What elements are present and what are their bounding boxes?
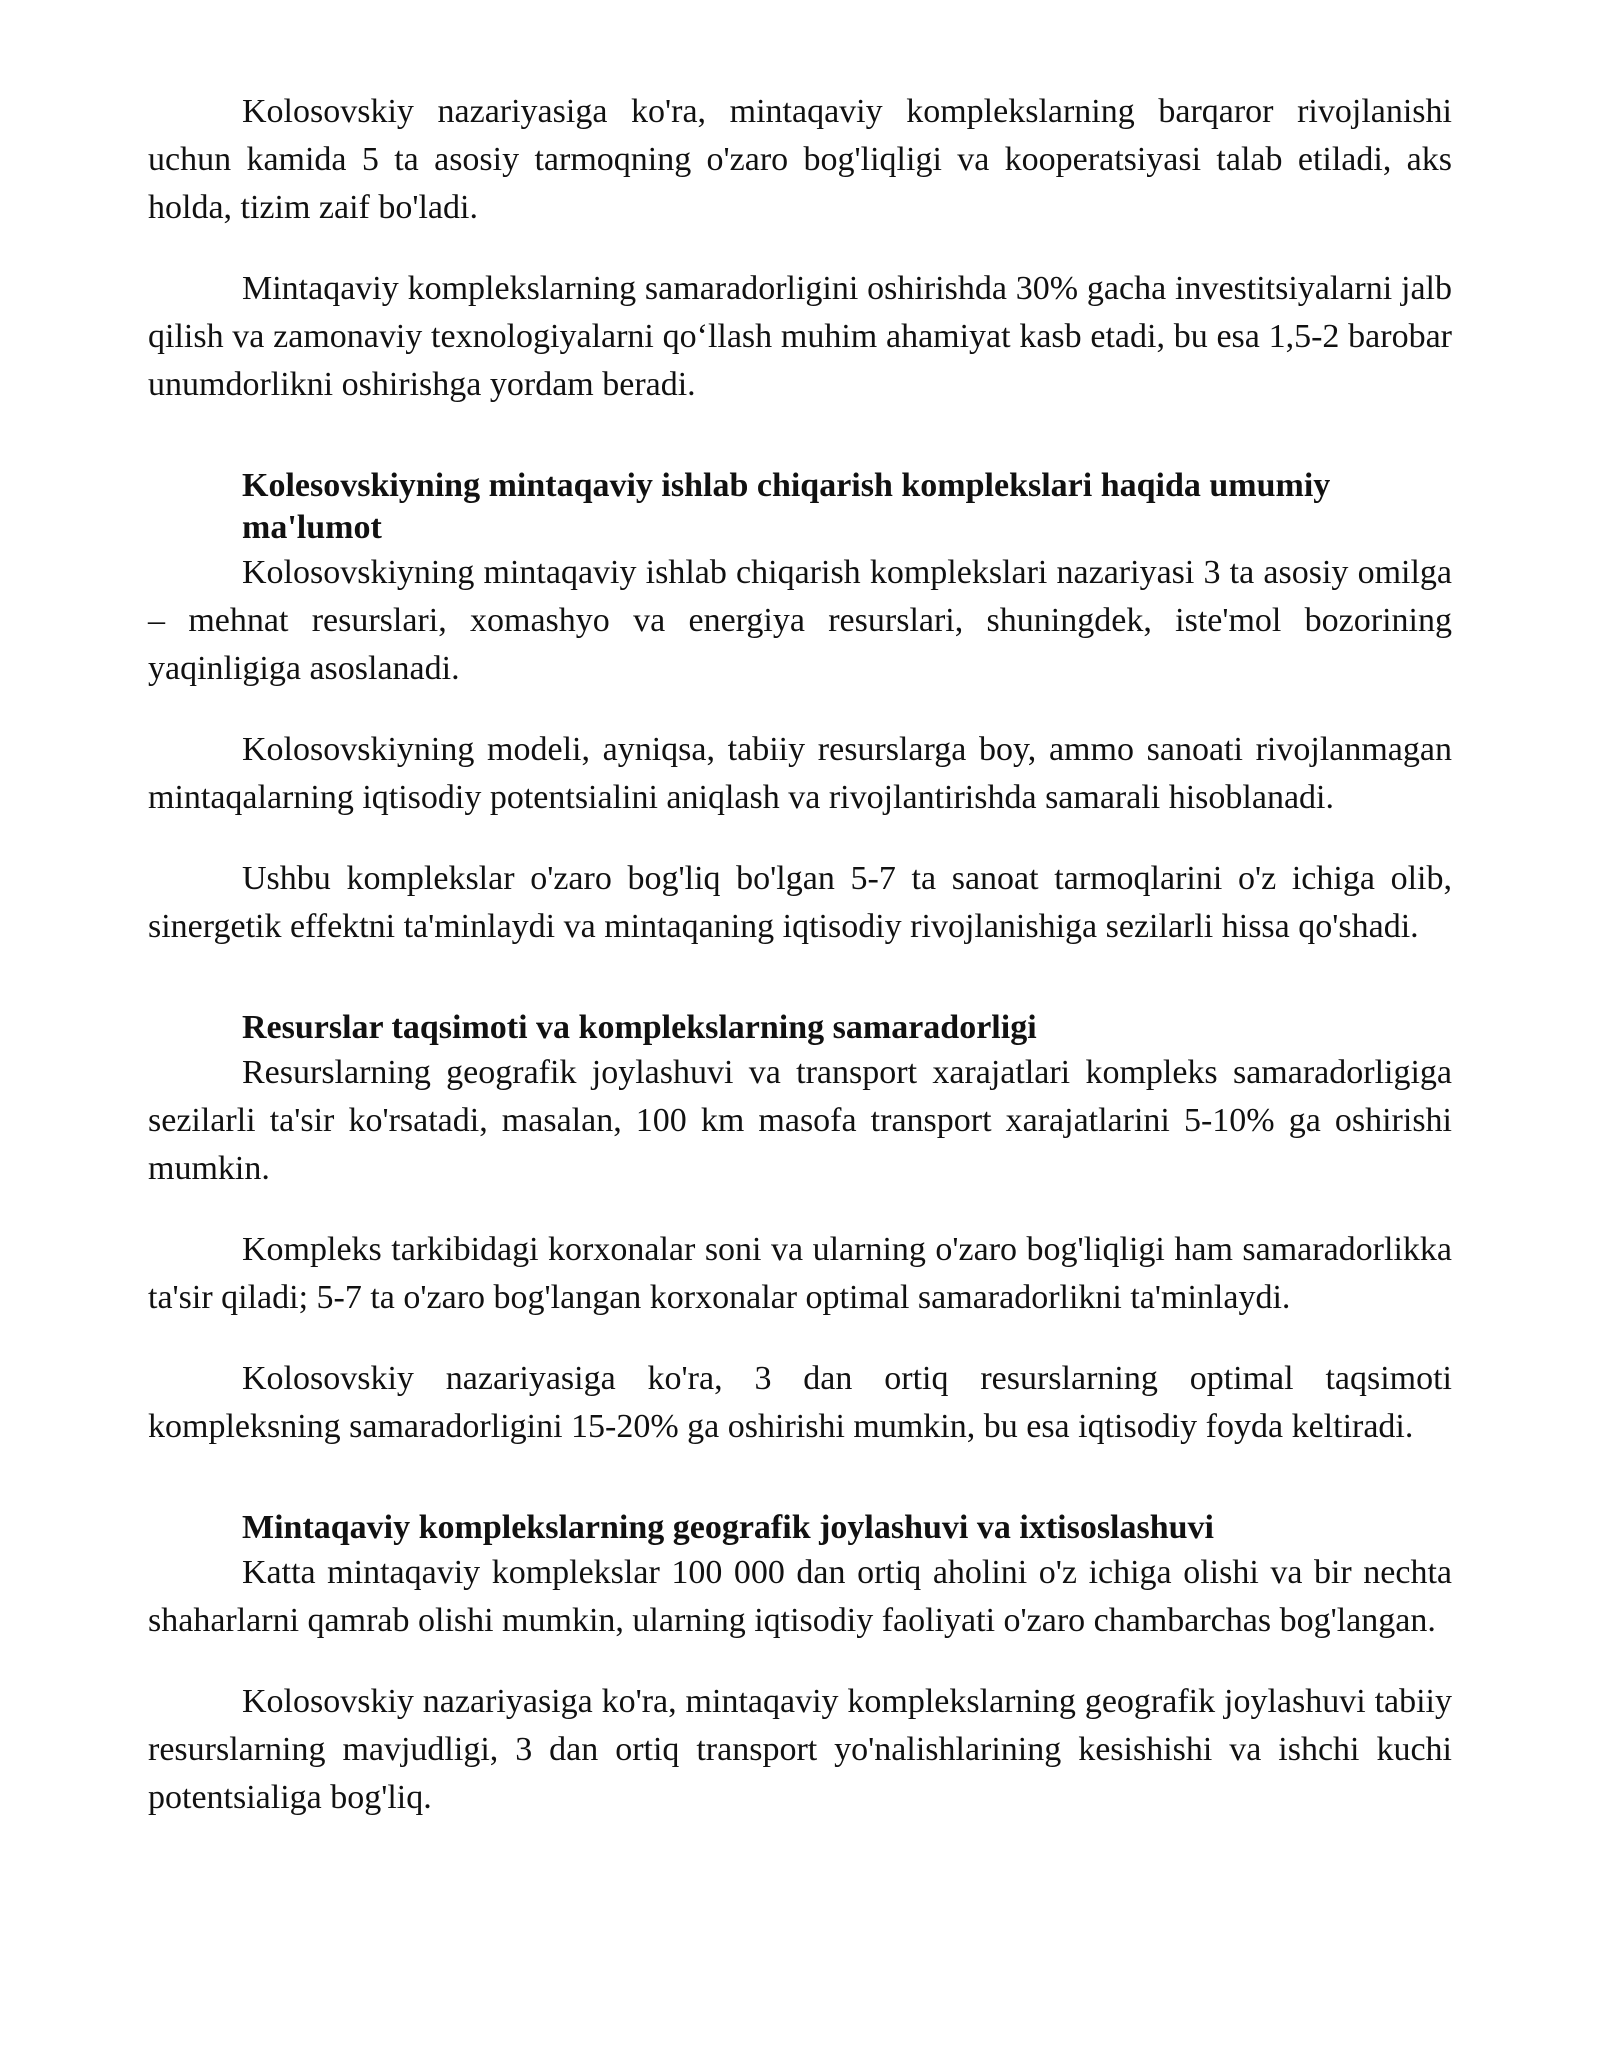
document-page xyxy=(148,88,1452,1855)
paragraph-three-factors: Kolosovskiyning mintaqaviy ishlab chiqarish komplekslari nazariyasi 3 ta asosiy omilga – mehnat resurslari, xomashyo va energiya resurslari, shuningdek, iste'mol bozorining yaqinligiga asoslanadi. xyxy=(148,554,1452,687)
section-heading-general-info: Kolesovskiyning mintaqaviy ishlab chiqarish komplekslari haqida umumiy ma'lumot xyxy=(242,467,1331,546)
paragraph-synergy: Ushbu komplekslar o'zaro bog'liq bo'lgan 5-7 ta sanoat tarmoqlarini o'z ichiga olib, sinergetik effektni ta'minlaydi va mintaqaning iqtisodiy rivojlanishiga sezilarli hissa qo'shadi. xyxy=(148,860,1452,945)
paragraph-location-factors: Kolosovskiy nazariyasiga ko'ra, mintaqaviy komplekslarning geografik joylashuvi tabiiy resurslarning mavjudligi, 3 dan ortiq transport yo'nalishlarining kesishishi va ishchi kuchi potentsialiga bog'liq. xyxy=(148,1683,1452,1816)
paragraph-stable-development: Kolosovskiy nazariyasiga ko'ra, mintaqaviy komplekslarning barqaror rivojlanishi uchun kamida 5 ta asosiy tarmoqning o'zaro bog'liqligi va kooperatsiyasi talab etiladi, aks holda, tizim zaif bo'ladi. xyxy=(148,93,1452,226)
paragraph-transport-costs: Resurslarning geografik joylashuvi va transport xarajatlari kompleks samaradorligiga sezilarli ta'sir ko'rsatadi, masalan, 100 km masofa transport xarajatlarini 5-10% ga oshirishi mumkin. xyxy=(148,1054,1452,1187)
paragraph-model-effectiveness: Kolosovskiyning modeli, ayniqsa, tabiiy resurslarga boy, ammo sanoati rivojlanmagan mintaqalarning iqtisodiy potentsialini aniqlash va rivojlantirishda samarali hisoblanadi. xyxy=(148,731,1452,816)
paragraph-investment-efficiency: Mintaqaviy komplekslarning samaradorligini oshirishda 30% gacha investitsiyalarni jalb qilish va zamonaviy texnologiyalarni qo‘llash muhim ahamiyat kasb etadi, bu esa 1,5-2 barobar unumdorlikni oshirishga yordam beradi. xyxy=(148,270,1452,403)
paragraph-large-complexes: Katta mintaqaviy komplekslar 100 000 dan ortiq aholini o'z ichiga olishi va bir nechta shaharlarni qamrab olishi mumkin, ularning iqtisodiy faoliyati o'zaro chambarchas bog'langan. xyxy=(148,1554,1452,1639)
paragraph-optimal-distribution: Kolosovskiy nazariyasiga ko'ra, 3 dan ortiq resurslarning optimal taqsimoti kompleksning samaradorligini 15-20% ga oshirishi mumkin, bu esa iqtisodiy foyda keltiradi. xyxy=(148,1360,1452,1445)
paragraph-enterprise-count: Kompleks tarkibidagi korxonalar soni va ularning o'zaro bog'liqligi ham samaradorlikka ta'sir qiladi; 5-7 ta o'zaro bog'langan korxonalar optimal samaradorlikni ta'minlaydi. xyxy=(148,1231,1452,1316)
section-heading-resource-distribution: Resurslar taqsimoti va komplekslarning samaradorligi xyxy=(242,1009,1037,1046)
section-heading-geographic-location: Mintaqaviy komplekslarning geografik joylashuvi va ixtisoslashuvi xyxy=(242,1509,1214,1546)
